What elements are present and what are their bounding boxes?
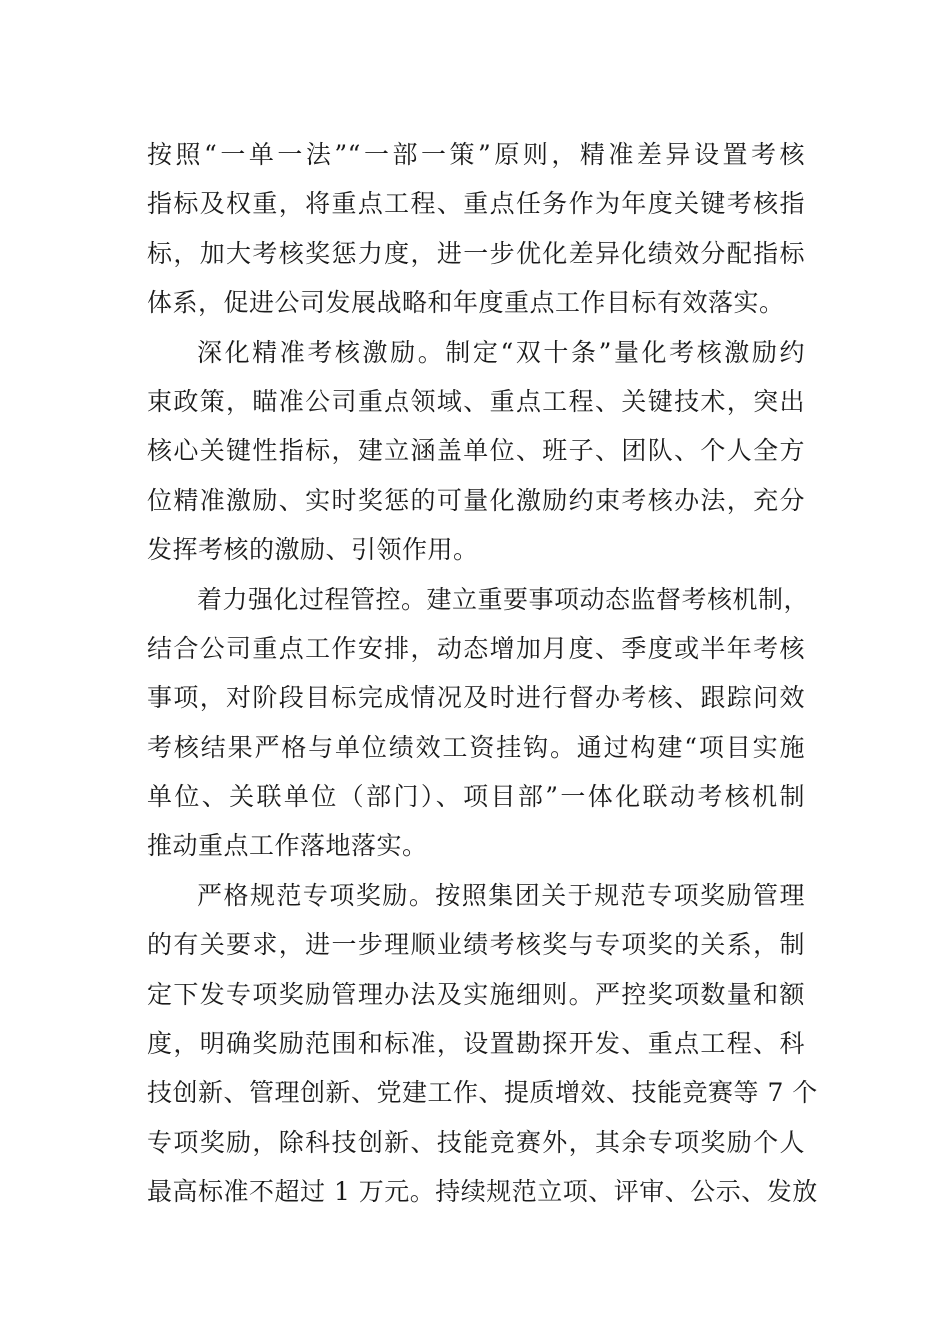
text-line: 专项奖励，除科技创新、技能竞赛外，其余专项奖励个人 <box>147 1127 805 1157</box>
text-line: 结合公司重点工作安排，动态增加月度、季度或半年考核 <box>147 633 805 663</box>
text-line: 事项，对阶段目标完成情况及时进行督办考核、跟踪问效 <box>147 683 805 713</box>
text-line: 度，明确奖励范围和标准，设置勘探开发、重点工程、科 <box>147 1029 805 1059</box>
paragraph-first-line: 严格规范专项奖励。按照集团关于规范专项奖励管理 <box>197 880 805 910</box>
text-line: 推动重点工作落地落实。 <box>147 831 428 861</box>
paragraph-first-line: 着力强化过程管控。建立重要事项动态监督考核机制， <box>197 584 810 614</box>
text-line: 束政策，瞄准公司重点领域、重点工程、关键技术，突出 <box>147 386 805 416</box>
text-line: 位精准激励、实时奖惩的可量化激励约束考核办法，充分 <box>147 485 805 515</box>
text-line: 标，加大考核奖惩力度，进一步优化差异化绩效分配指标 <box>147 238 805 268</box>
text-line: 考核结果严格与单位绩效工资挂钩。通过构建“项目实施 <box>147 732 805 762</box>
text-line: 发挥考核的激励、引领作用。 <box>147 535 479 565</box>
text-line: 体系，促进公司发展战略和年度重点工作目标有效落实。 <box>147 288 785 318</box>
text-line: 技创新、管理创新、党建工作、提质增效、技能竞赛等 7 个 <box>147 1078 818 1108</box>
text-line: 核心关键性指标，建立涵盖单位、班子、团队、个人全方 <box>147 436 805 466</box>
text-line: 按照“一单一法”“一部一策”原则，精准差异设置考核 <box>147 140 805 169</box>
text-line: 定下发专项奖励管理办法及实施细则。严控奖项数量和额 <box>147 979 805 1009</box>
text-line: 指标及权重，将重点工程、重点任务作为年度关键考核指 <box>147 189 805 219</box>
text-line: 最高标准不超过 1 万元。持续规范立项、评审、公示、发放 <box>147 1177 818 1207</box>
document-body <box>147 130 818 1217</box>
text-line: 的有关要求，进一步理顺业绩考核奖与专项奖的关系，制 <box>147 930 805 960</box>
paragraph-first-line: 深化精准考核激励。制定“双十条”量化考核激励约 <box>197 337 805 367</box>
text-line: 单位、关联单位（部门）、项目部”一体化联动考核机制 <box>147 782 805 812</box>
